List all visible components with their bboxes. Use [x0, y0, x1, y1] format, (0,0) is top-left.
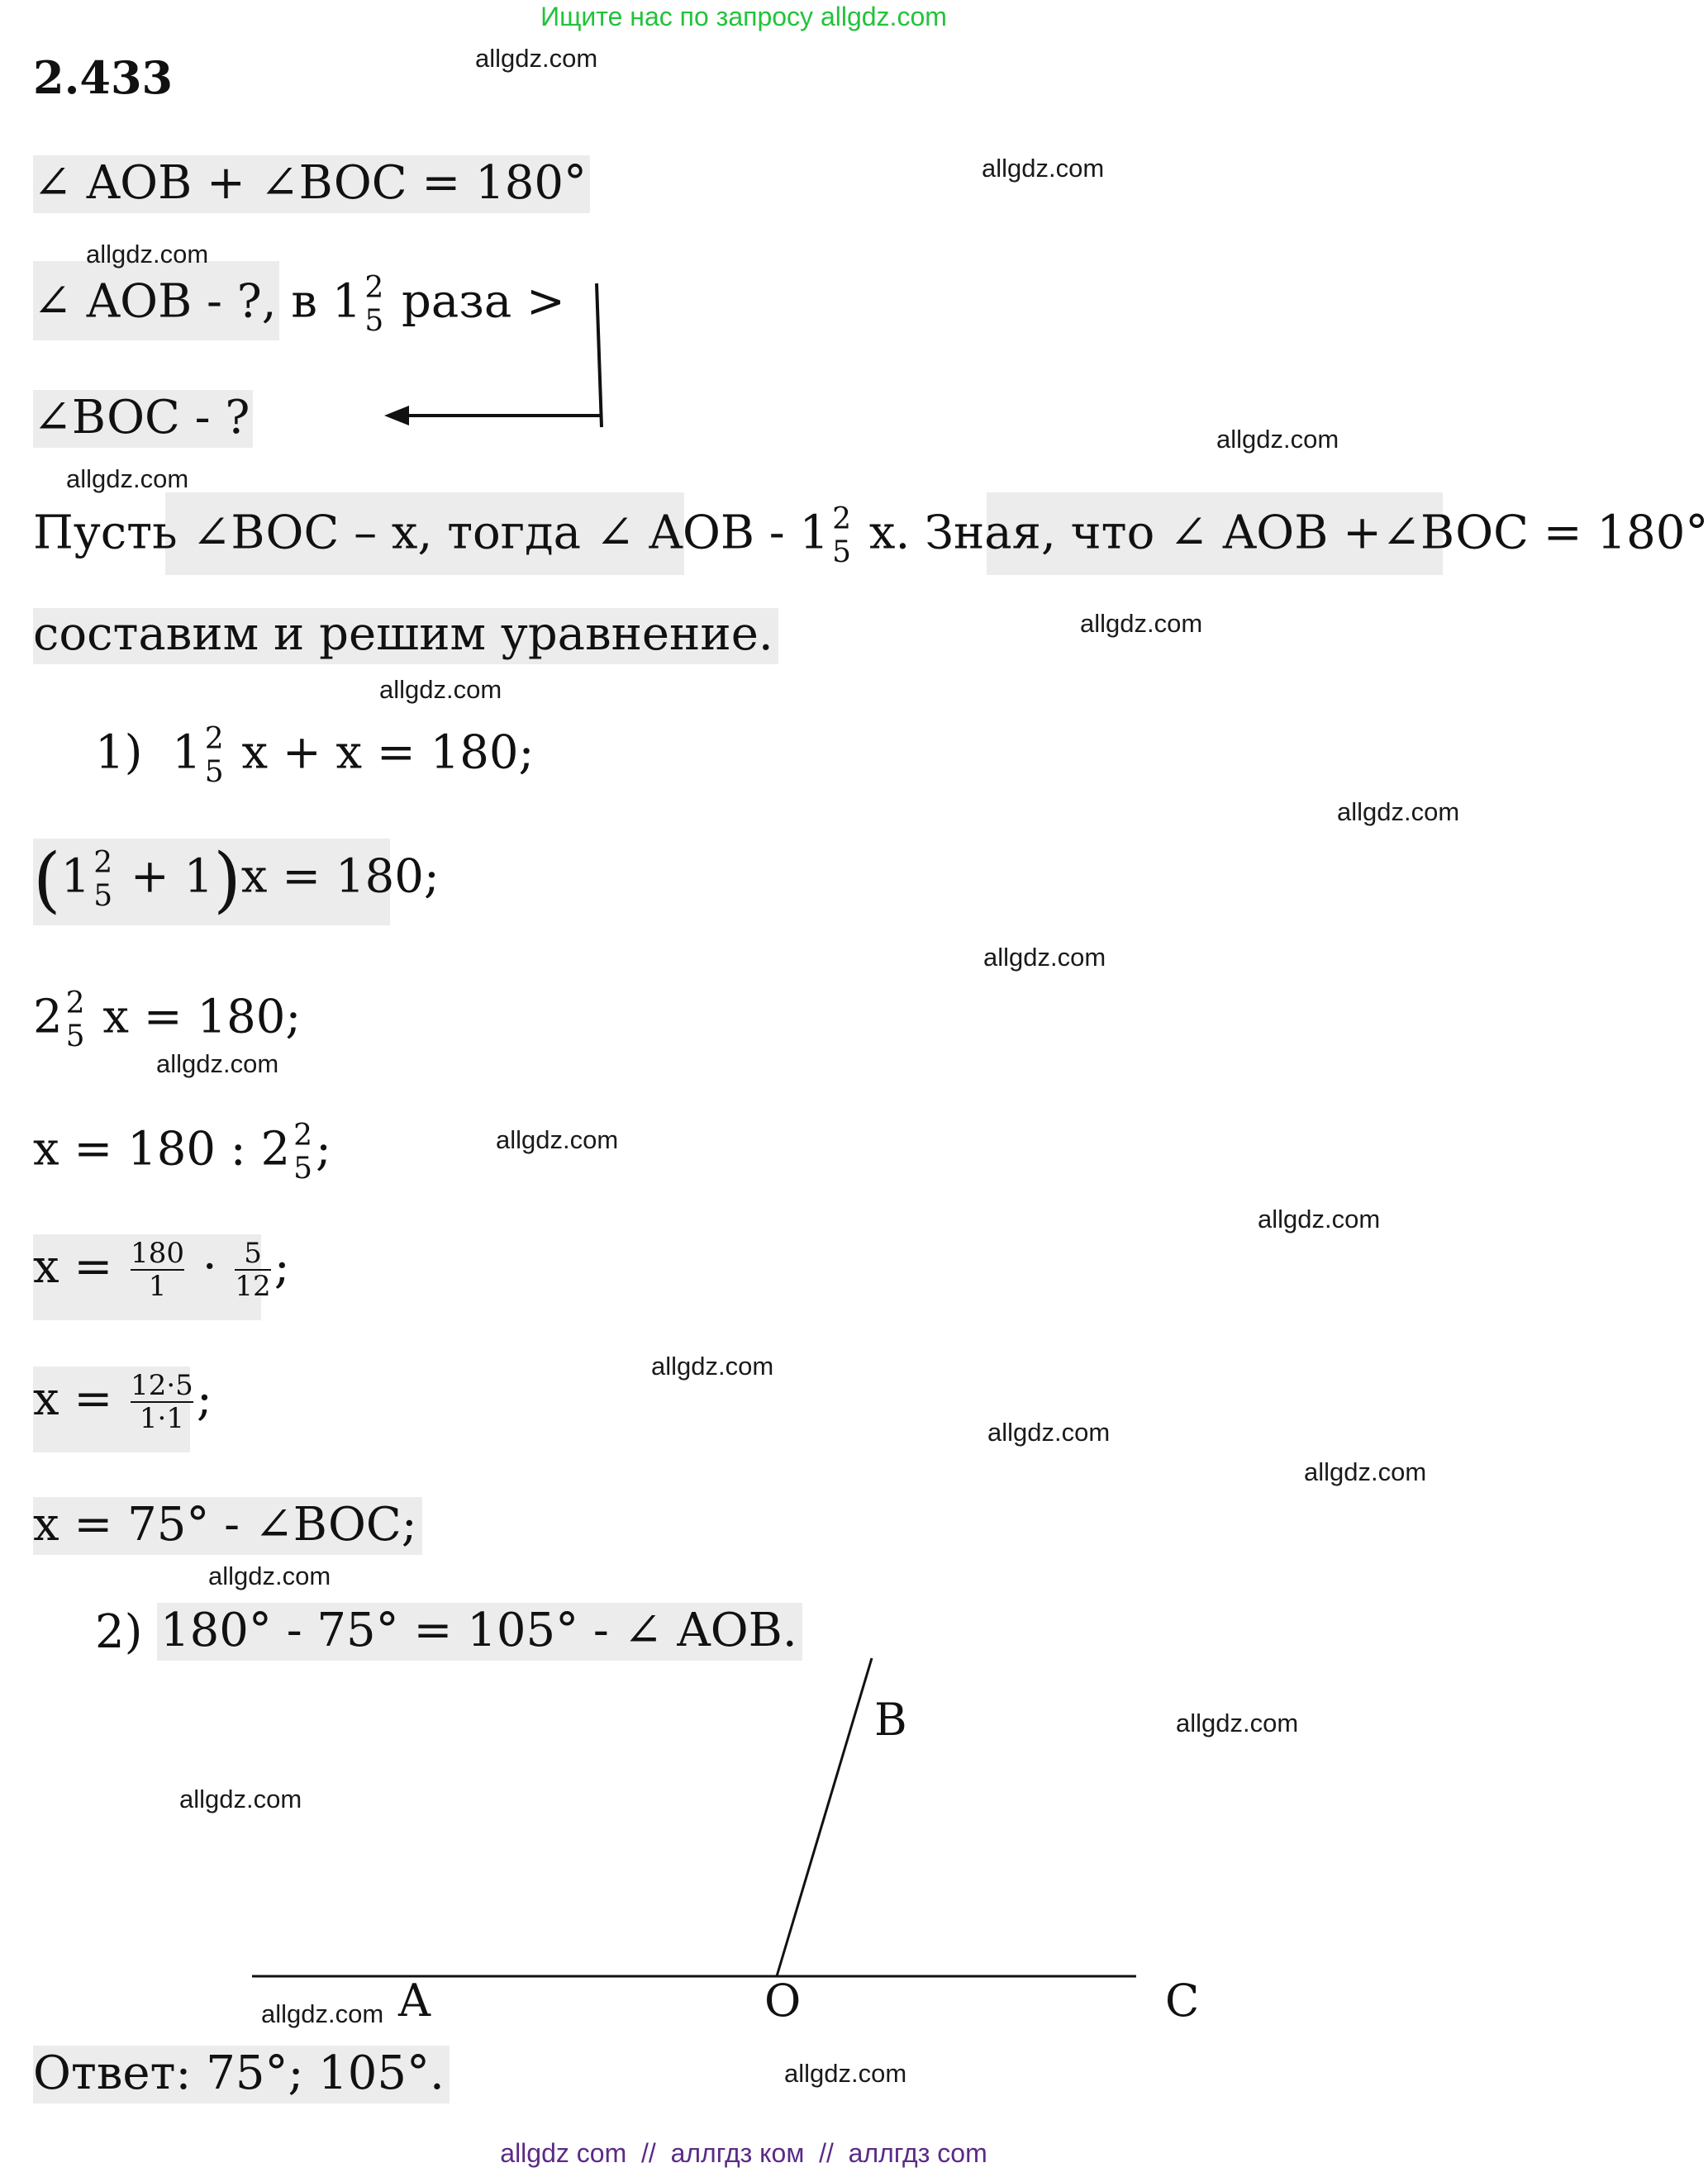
watermark: allgdz.com [1337, 797, 1460, 826]
given-sum: ∠ AOB + ∠BOC = 180° [33, 155, 590, 213]
step-4: x = 180 : 2 2 5 ; [33, 1119, 331, 1186]
point-a-label: A [398, 1975, 431, 2027]
problem-number: 2.433 [33, 51, 174, 104]
step-2: (1 2 5 + 1)x = 180; [33, 839, 440, 921]
watermark: allgdz.com [784, 2059, 907, 2088]
point-o-label: O [764, 1975, 802, 2027]
watermark: allgdz.com [66, 464, 189, 493]
watermark: allgdz.com [208, 1561, 331, 1590]
bracket-arrow-icon [372, 277, 620, 434]
ray-ob [777, 1658, 872, 1976]
watermark: allgdz.com [983, 943, 1106, 972]
step-1: 1) 1 2 5 x + x = 180; [95, 722, 535, 789]
step-6: x = $\frac{12\cdot 5}{1\cdot 1}$ ; [33, 1369, 212, 1435]
watermark: allgdz.com [475, 44, 598, 73]
step-8-label: 2) [95, 1605, 143, 1659]
watermark: allgdz.com [1080, 609, 1203, 638]
statement-line-1: Пусть ∠BOC – x, тогда ∠ AOB - 1 2 5 x. Зная, что ∠ AOB +∠BOC = 180° [33, 502, 1708, 569]
watermark: allgdz.com [1216, 425, 1339, 454]
top-banner[interactable]: Ищите нас по запросу allgdz.com [540, 2, 947, 31]
watermark: allgdz.com [496, 1125, 619, 1154]
angle-diagram [240, 1648, 1149, 1995]
watermark: allgdz.com [982, 154, 1105, 183]
step-3: 2 2 5 x = 180; [33, 986, 302, 1053]
step-5: x = $\frac{180}{1}$ · $\frac{5}{12}$ ; [33, 1237, 290, 1303]
step-7: x = 75° - ∠BOC; [33, 1497, 422, 1555]
watermark: allgdz.com [987, 1418, 1111, 1447]
step-8: 180° - 75° = 105° - ∠ AOB. [157, 1603, 802, 1661]
watermark: allgdz.com [179, 1785, 302, 1813]
watermark: allgdz.com [156, 1049, 279, 1078]
watermark: allgdz.com [379, 675, 502, 704]
answer: Ответ: 75°; 105°. [33, 2046, 450, 2103]
point-c-label: C [1165, 1975, 1200, 2027]
given-boc: ∠BOC - ? [33, 390, 253, 448]
bottom-banner[interactable]: allgdz com // аллгдз ком // аллгдз com [500, 2138, 987, 2168]
watermark: allgdz.com [1258, 1205, 1381, 1233]
watermark: allgdz.com [261, 1999, 384, 2028]
point-b-label: B [874, 1694, 907, 1746]
watermark: allgdz.com [1176, 1709, 1299, 1737]
watermark: allgdz.com [86, 240, 209, 269]
watermark: allgdz.com [1304, 1457, 1427, 1486]
watermark: allgdz.com [651, 1352, 774, 1381]
statement-line-2: составим и решим уравнение. [33, 608, 778, 664]
given-aob: ∠ AOB - ?, в 1 2 5 раза > [33, 271, 565, 338]
